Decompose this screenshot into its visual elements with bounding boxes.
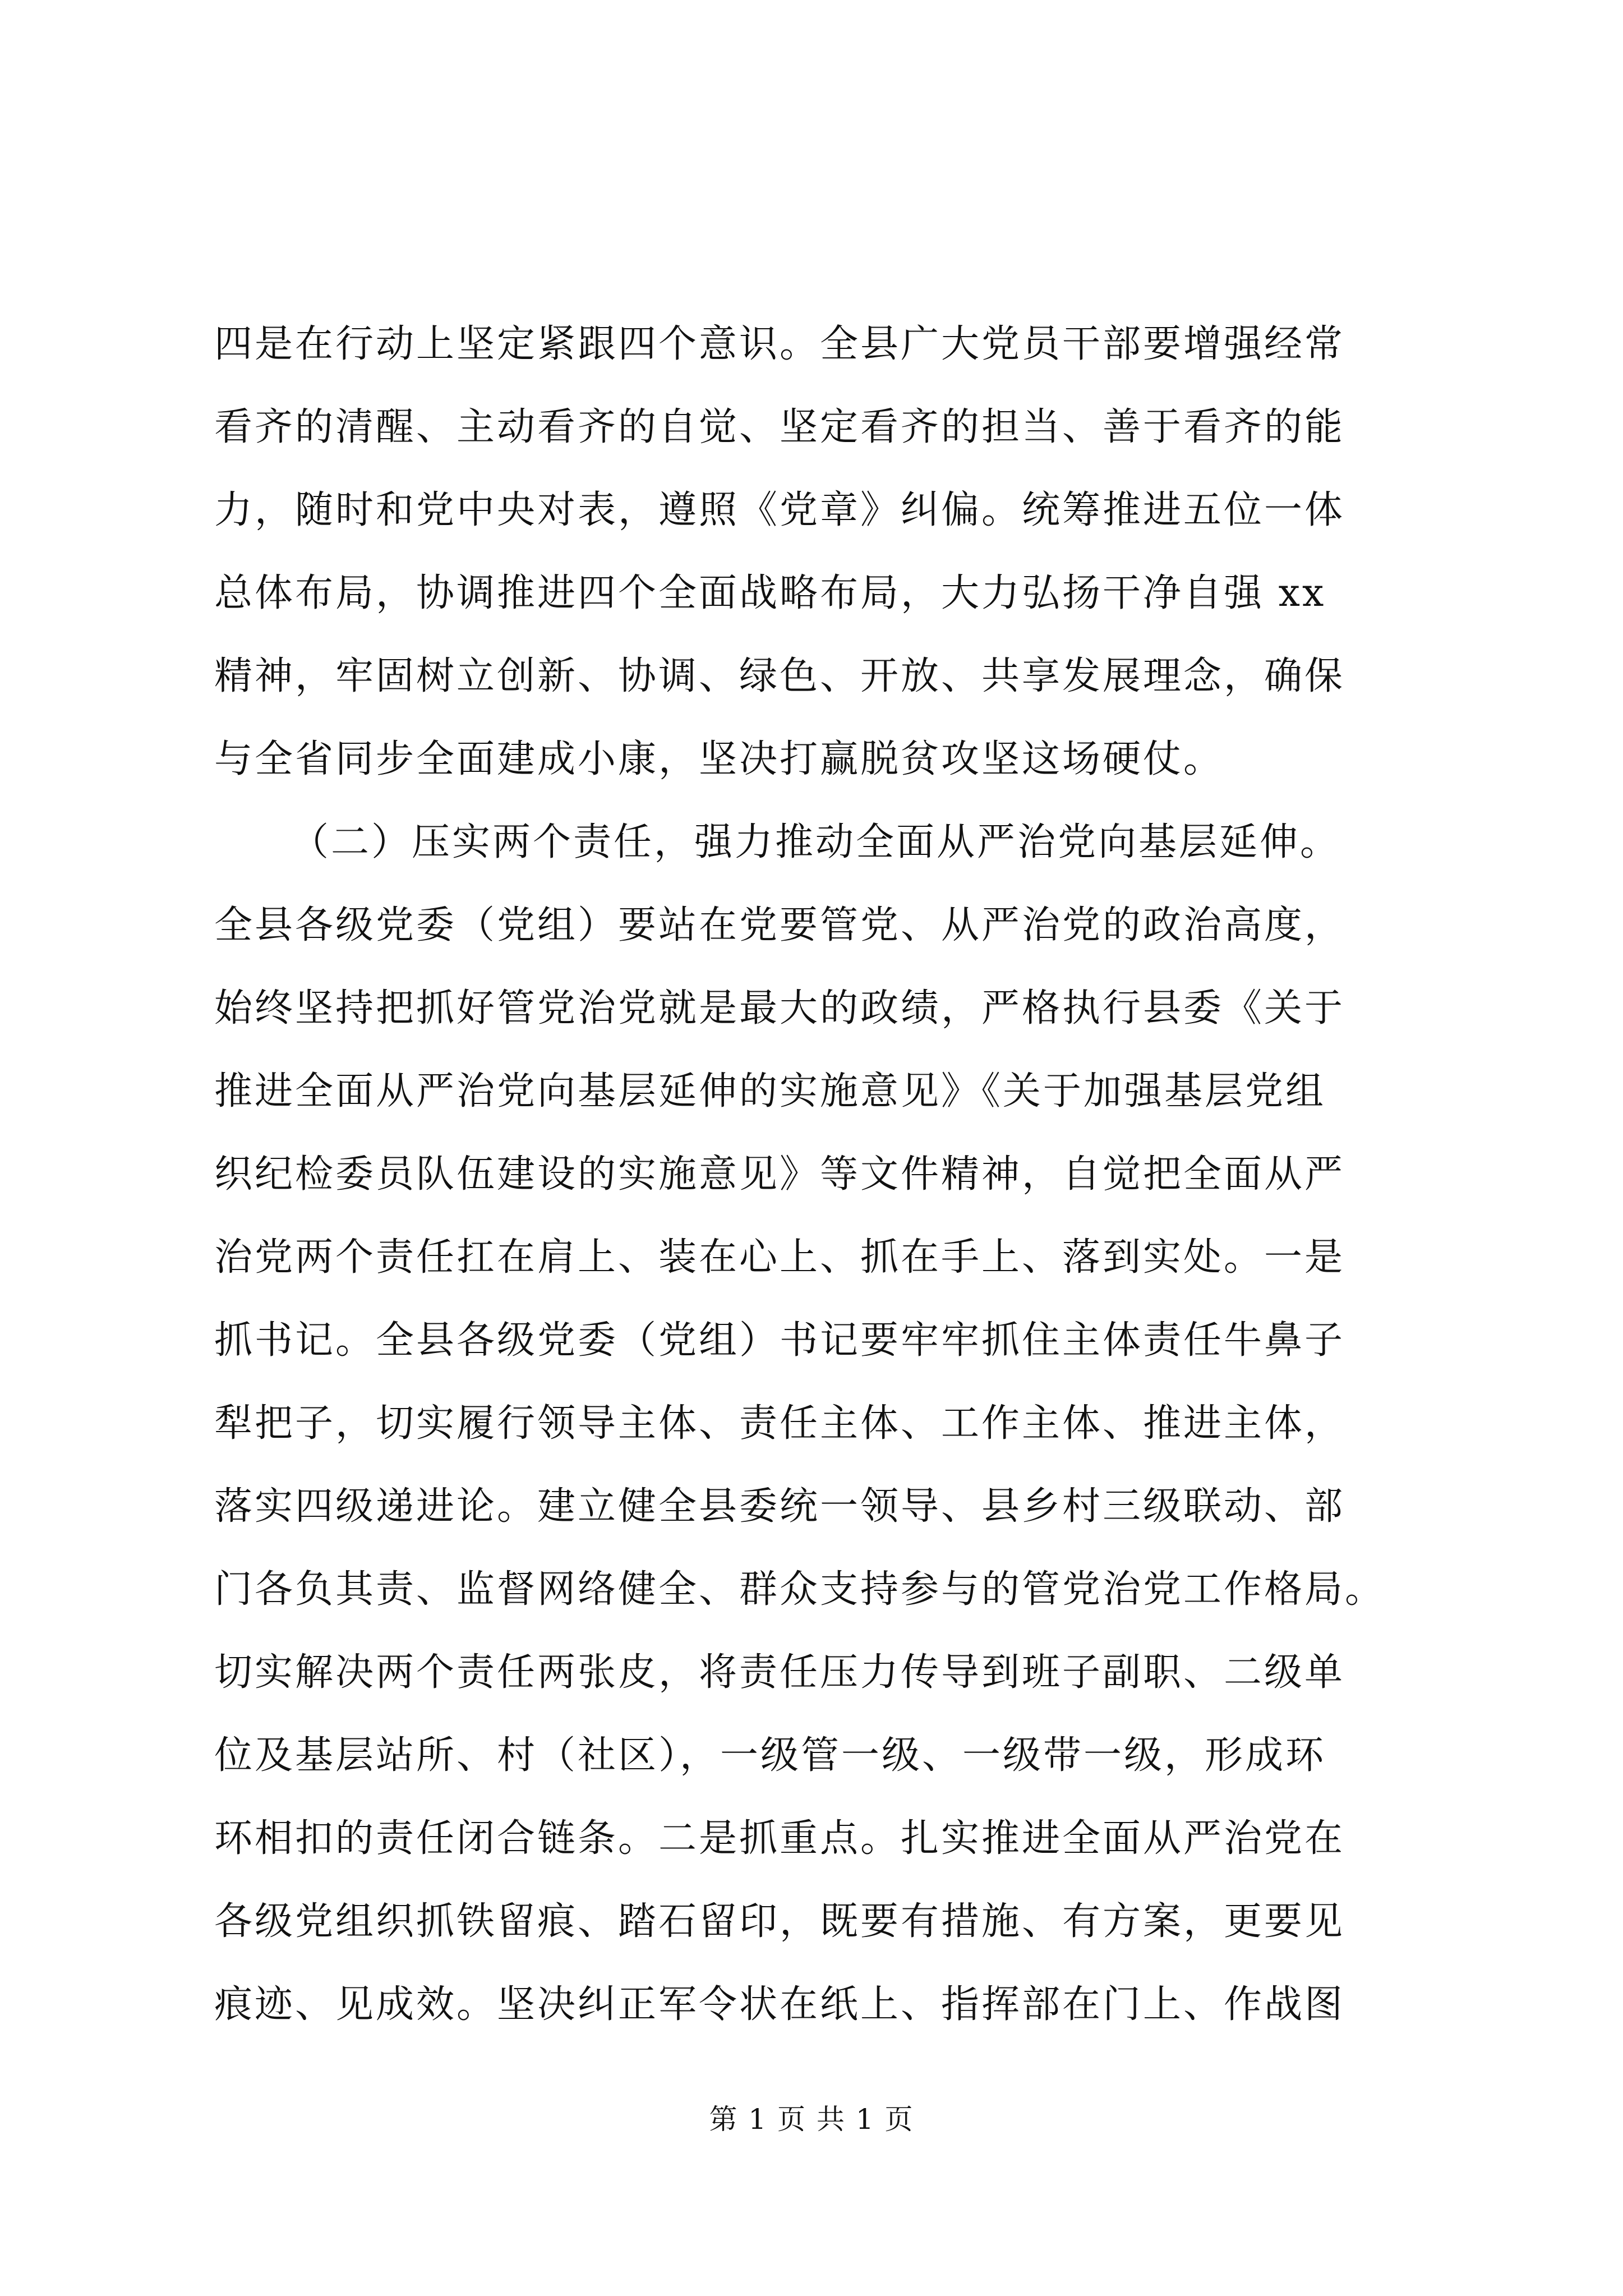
paragraph-line: 治党两个责任扛在肩上、装在心上、抓在手上、落到实处。一是: [214, 1235, 1345, 1280]
section-heading-line: （二）压实两个责任，强力推动全面从严治党向基层延伸。: [291, 820, 1341, 864]
paragraph-line: 落实四级递进论。建立健全县委统一领导、县乡村三级联动、部: [214, 1484, 1345, 1529]
paragraph-line: 织纪检委员队伍建设的实施意见》等文件精神，自觉把全面从严: [214, 1152, 1345, 1197]
paragraph-line: 精神，牢固树立创新、协调、绿色、开放、共享发展理念，确保: [214, 654, 1345, 698]
paragraph-line: 切实解决两个责任两张皮，将责任压力传导到班子副职、二级单: [214, 1650, 1345, 1695]
page-footer: 第 1 页 共 1 页: [709, 2103, 914, 2136]
paragraph-line: 全县各级党委（党组）要站在党要管党、从严治党的政治高度，: [214, 903, 1345, 947]
paragraph-line: 抓书记。全县各级党委（党组）书记要牢牢抓住主体责任牛鼻子: [214, 1318, 1345, 1363]
paragraph-line: 与全省同步全面建成小康，坚决打赢脱贫攻坚这场硬仗。: [214, 737, 1224, 781]
paragraph-line: 看齐的清醒、主动看齐的自觉、坚定看齐的担当、善于看齐的能: [214, 405, 1345, 449]
paragraph-line: 力，随时和党中央对表，遵照《党章》纠偏。统筹推进五位一体: [214, 488, 1345, 532]
paragraph-line: 四是在行动上坚定紧跟四个意识。全县广大党员干部要增强经常: [214, 322, 1345, 366]
paragraph-line: 推进全面从严治党向基层延伸的实施意见》《关于加强基层党组: [214, 1069, 1326, 1114]
paragraph-line: 环相扣的责任闭合链条。二是抓重点。扎实推进全面从严治党在: [214, 1816, 1345, 1861]
paragraph-line: 门各负其责、监督网络健全、群众支持参与的管党治党工作格局。: [214, 1567, 1386, 1612]
paragraph-line: 位及基层站所、村（社区），一级管一级、一级带一级，形成环: [214, 1733, 1326, 1778]
paragraph-line: 痕迹、见成效。坚决纠正军令状在纸上、指挥部在门上、作战图: [214, 1982, 1345, 2027]
paragraph-line: 总体布局，协调推进四个全面战略布局，大力弘扬干净自强 xx: [214, 571, 1326, 615]
paragraph-line: 各级党组织抓铁留痕、踏石留印，既要有措施、有方案，更要见: [214, 1899, 1345, 1944]
paragraph-line: 犁把子，切实履行领导主体、责任主体、工作主体、推进主体，: [214, 1401, 1345, 1446]
document-body: [214, 303, 1414, 2046]
paragraph-line: 始终坚持把抓好管党治党就是最大的政绩，严格执行县委《关于: [214, 986, 1345, 1030]
